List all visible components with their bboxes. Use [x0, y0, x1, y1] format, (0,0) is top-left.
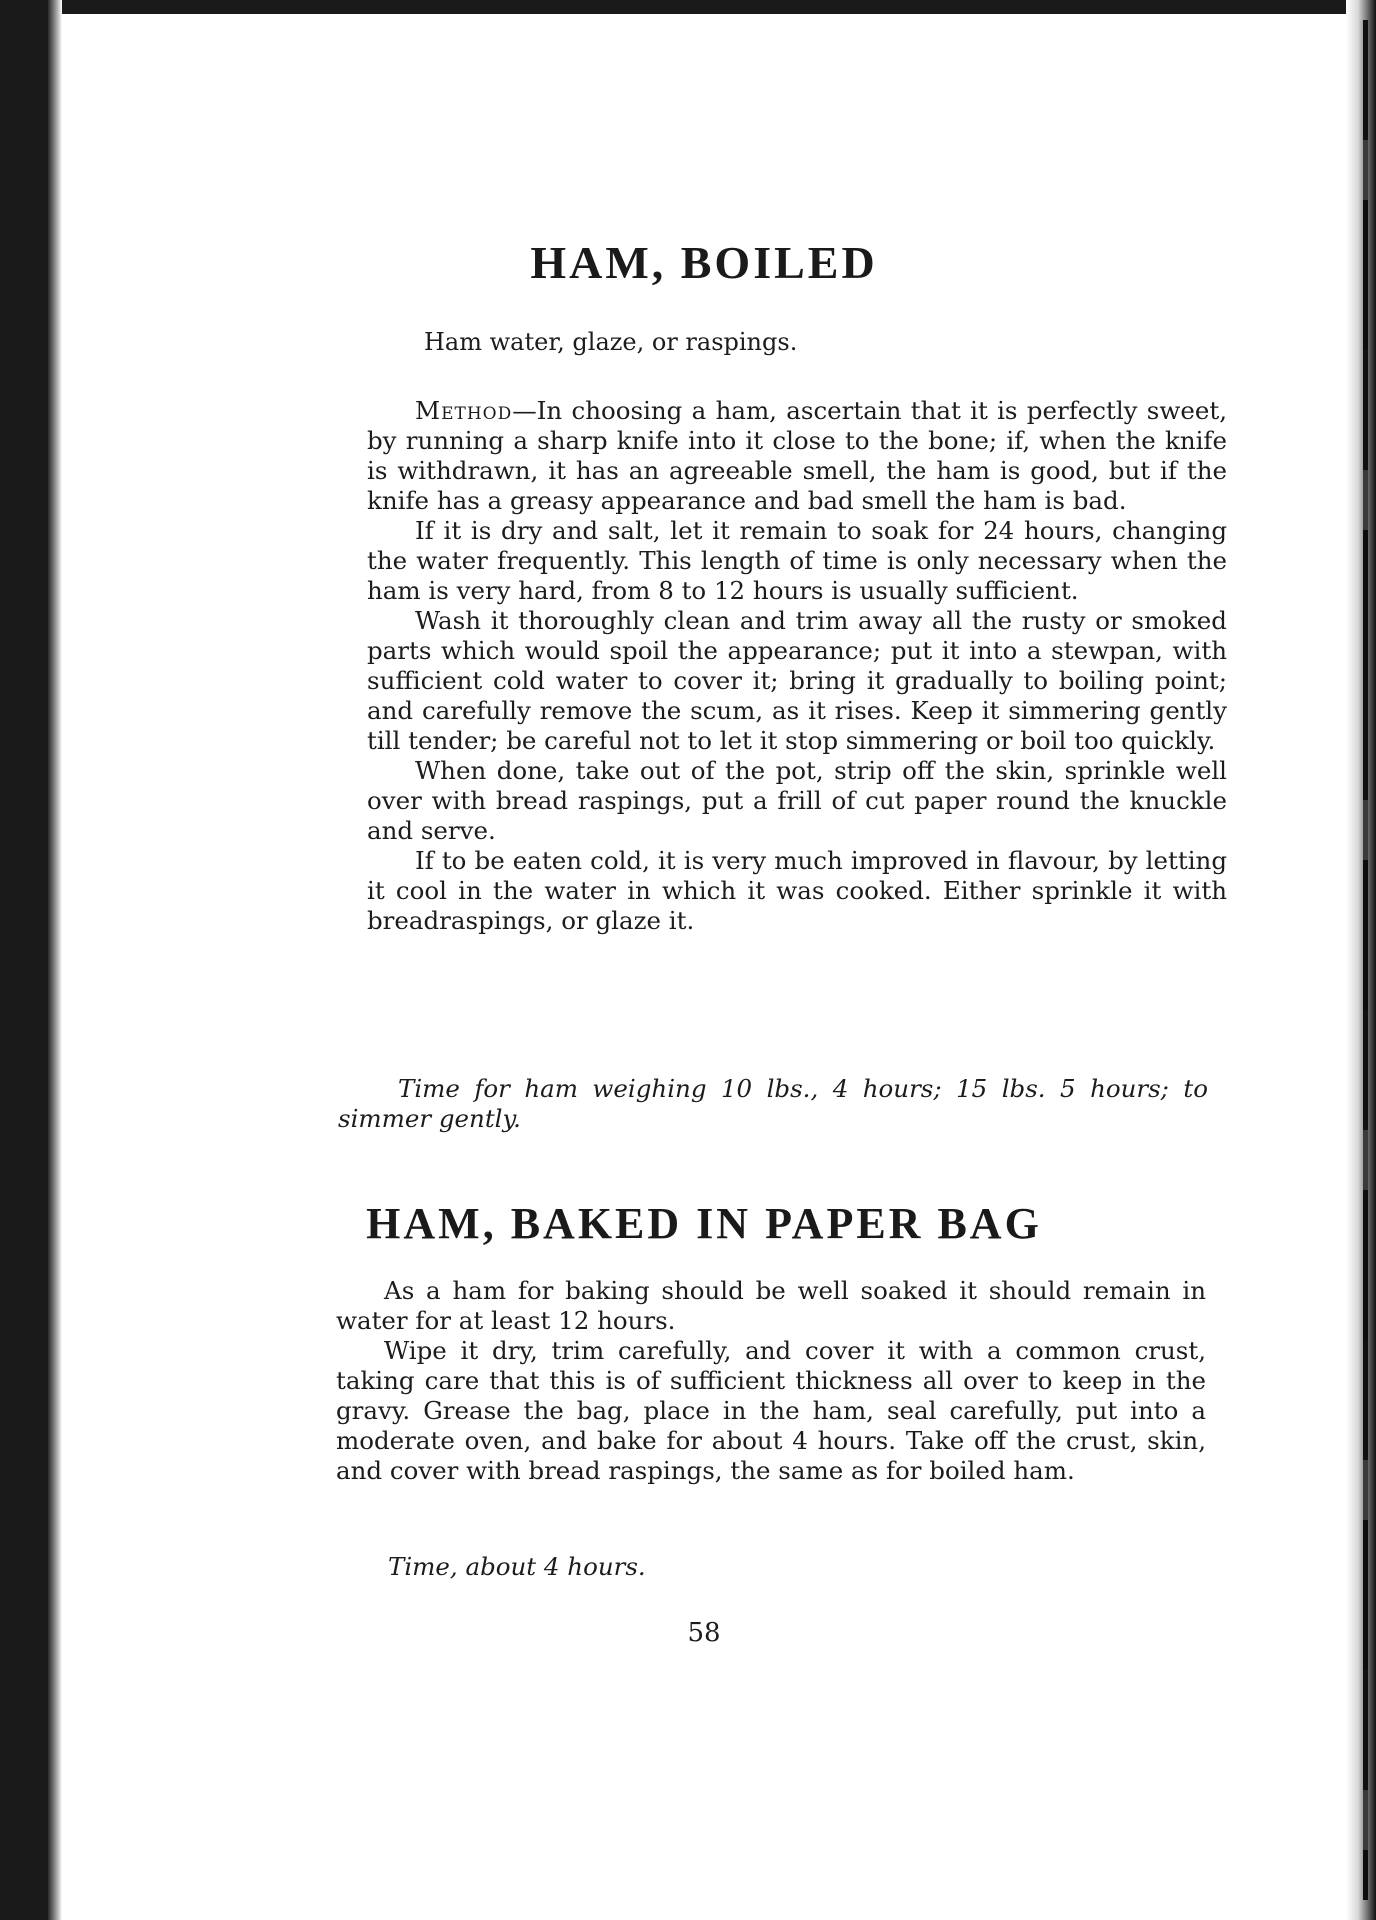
page-left-edge-shadow — [48, 0, 62, 1920]
recipe-title-ham-baked: HAM, BAKED IN PAPER BAG — [366, 1199, 1042, 1248]
method-label: Method — [415, 396, 513, 425]
scan-top-border — [0, 0, 1376, 14]
soak-paragraph: As a ham for baking should be well soaked it should remain in water for at least 12 hours. — [336, 1276, 1206, 1335]
ingredients-ham-boiled: Ham water, glaze, or raspings. — [424, 328, 798, 356]
recipe-title-ham-boiled: HAM, BOILED — [530, 237, 878, 288]
method-paragraph — [367, 396, 1227, 516]
time-note-ham-boiled: Time for ham weighing 10 lbs., 4 hours; 15 lbs. 5 hours; to simmer gently. — [338, 1074, 1208, 1133]
book-binding-edge — [1363, 20, 1368, 1900]
serve-paragraph: When done, take out of the pot, strip off the skin, sprinkle well over with bread raspings, put a frill of cut paper round the knuckle and serve. — [367, 756, 1227, 845]
wash-paragraph: Wash it thoroughly clean and trim away all the rusty or smoked parts which would spoil the appearance; put it into a stewpan, with sufficient cold water to cover it; bring it gradually to boiling point; and carefully remove the scum, as it rises. Keep it simmering gently till tender; be careful not to let it stop simmering or boil too quickly. — [367, 606, 1227, 755]
time-note-ham-baked: Time, about 4 hours. — [388, 1552, 646, 1581]
page-number: 58 — [687, 1618, 721, 1648]
bake-paragraph: Wipe it dry, trim carefully, and cover it with a common crust, taking care that this is of sufficient thickness all over to keep in the gravy. Grease the bag, place in the ham, seal carefully, put into a moderate oven, and bake for about 4 hours. Take off the crust, skin, and cover with bread raspings, the same as for boiled ham. — [336, 1336, 1206, 1485]
book-page — [62, 14, 1346, 1920]
method-ham-boiled — [367, 396, 1227, 936]
page-right-edge-shadow — [1346, 0, 1376, 1920]
method-ham-baked — [336, 1276, 1206, 1486]
cold-paragraph: If to be eaten cold, it is very much improved in flavour, by letting it cool in the water in which it was cooked. Either sprinkle it with breadraspings, or glaze it. — [367, 846, 1227, 935]
method-text: —In choosing a ham, ascertain that it is perfectly sweet, by running a sharp knife into it close to the bone; if, when the knife is withdrawn, it has an agreeable smell, the ham is good, but if the knife has a greasy appearance and bad smell the ham is bad. — [367, 396, 1227, 515]
scan-left-border — [0, 0, 48, 1920]
soak-paragraph: If it is dry and salt, let it remain to soak for 24 hours, changing the water frequently. This length of time is only necessary when the ham is very hard, from 8 to 12 hours is usually sufficient. — [367, 516, 1227, 605]
